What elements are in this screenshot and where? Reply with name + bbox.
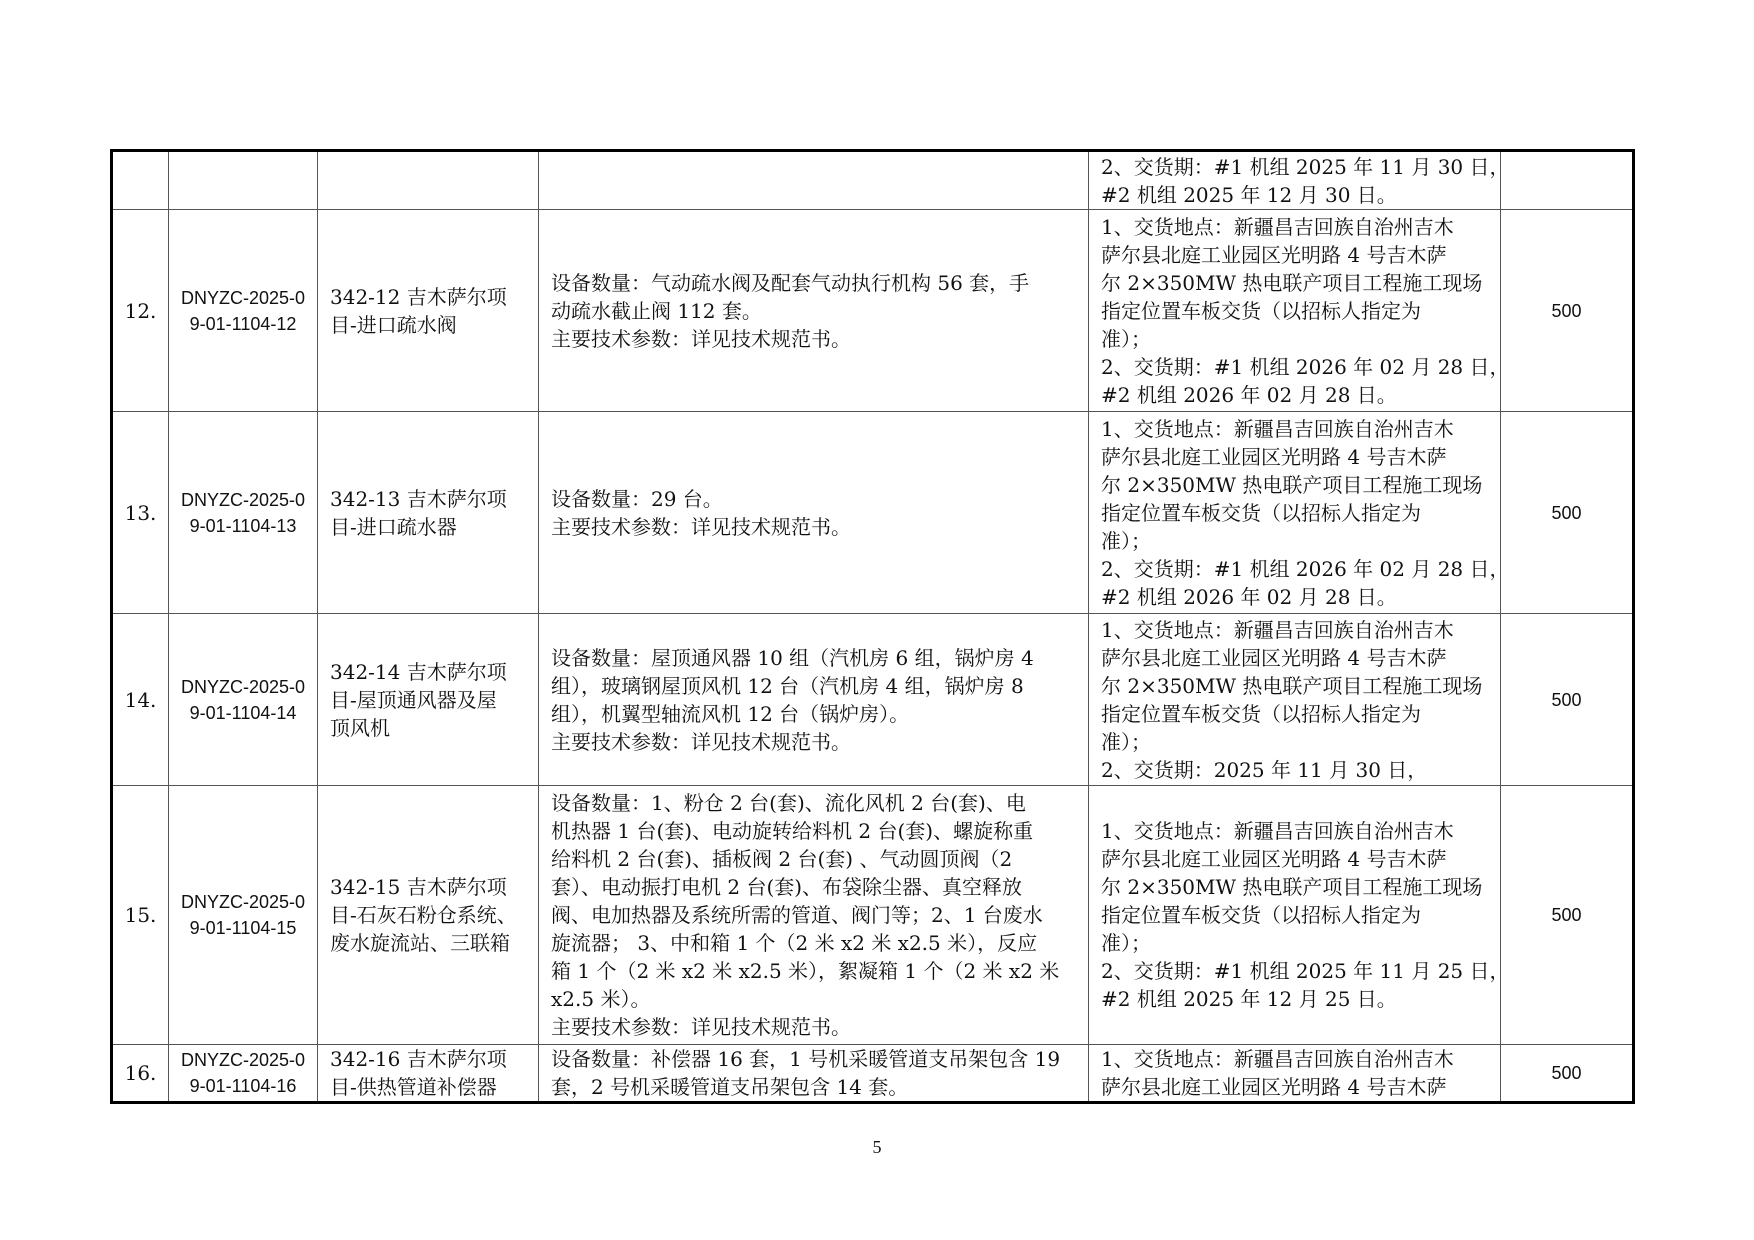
description-line: 主要技术参数：详见技术规范书。	[551, 326, 851, 351]
delivery-line: 2、交货期：#1 机组 2026 年 02 月 28 日，	[1101, 354, 1510, 379]
table-row	[112, 1045, 1634, 1103]
description-line: 动疏水截止阀 112 套。	[551, 298, 762, 323]
delivery-line: 1、交货地点：新疆昌吉回族自治州吉木	[1101, 819, 1454, 843]
delivery-line: 指定位置车板交货（以招标人指定为	[1101, 903, 1421, 927]
item-index	[112, 151, 169, 210]
item-budget: 500	[1501, 614, 1634, 786]
code-line: 9-01-1104-15	[189, 918, 297, 938]
item-budget: 500	[1501, 210, 1634, 412]
name-line: 目-进口疏水器	[330, 514, 457, 539]
delivery-line: 尔 2×350MW 热电联产项目工程施工现场	[1101, 673, 1483, 698]
code-line: 9-01-1104-16	[189, 1076, 297, 1096]
delivery-line: 指定位置车板交货（以招标人指定为	[1101, 701, 1421, 726]
item-description	[539, 1045, 1089, 1103]
description-line: 套，2 号机采暖管道支吊架包含 14 套。	[551, 1075, 909, 1099]
delivery-line: #2 机组 2026 年 02 月 28 日。	[1101, 584, 1397, 609]
description-line: 组），玻璃钢屋顶风机 12 台（汽机房 4 组，锅炉房 8	[551, 673, 1024, 698]
description-line: 设备数量：补偿器 16 套，1 号机采暖管道支吊架包含 19	[551, 1047, 1061, 1071]
item-name	[318, 786, 539, 1045]
name-line: 目-进口疏水阀	[330, 312, 457, 337]
item-code	[169, 210, 318, 412]
description-line: 主要技术参数：详见技术规范书。	[551, 1015, 851, 1039]
item-delivery	[1089, 412, 1510, 614]
delivery-line: 2、交货期：#1 机组 2025 年 11 月 25 日，	[1101, 959, 1510, 983]
item-name	[318, 412, 539, 614]
delivery-line: #2 机组 2025 年 12 月 30 日。	[1101, 182, 1397, 207]
delivery-line: 指定位置车板交货（以招标人指定为	[1101, 500, 1421, 525]
delivery-line: 萨尔县北庭工业园区光明路 4 号吉木萨	[1101, 847, 1447, 871]
description-line: 设备数量：气动疏水阀及配套气动执行机构 56 套，手	[551, 270, 1030, 295]
description-line: 阀、电加热器及系统所需的管道、阀门等；2、1 台废水	[551, 903, 1043, 927]
table-row	[112, 210, 1634, 412]
item-budget: 500	[1501, 412, 1634, 614]
item-index: 12.	[112, 210, 169, 412]
name-line: 342-14 吉木萨尔项	[330, 659, 507, 684]
item-name	[318, 210, 539, 412]
item-budget: 500	[1501, 786, 1634, 1045]
item-index: 14.	[112, 614, 169, 786]
item-name	[318, 151, 539, 210]
code-line: 9-01-1104-14	[189, 702, 297, 723]
item-description	[539, 786, 1089, 1045]
description-line: x2.5 米）。	[551, 987, 651, 1011]
name-line: 废水旋流站、三联箱	[330, 931, 510, 955]
delivery-line: 2、交货期：#1 机组 2026 年 02 月 28 日，	[1101, 556, 1510, 581]
item-budget: 500	[1501, 1045, 1634, 1103]
name-line: 顶风机	[330, 715, 390, 740]
description-line: 主要技术参数：详见技术规范书。	[551, 729, 851, 754]
delivery-line: 准）；	[1101, 931, 1151, 955]
description-line: 主要技术参数：详见技术规范书。	[551, 514, 851, 539]
description-line: 设备数量：1、粉仓 2 台(套)、流化风机 2 台(套)、电	[551, 791, 1026, 815]
delivery-line: #2 机组 2025 年 12 月 25 日。	[1101, 987, 1397, 1011]
name-line: 目-供热管道补偿器	[330, 1075, 497, 1099]
description-line: 组），机翼型轴流风机 12 台（锅炉房）。	[551, 701, 910, 726]
name-line: 342-13 吉木萨尔项	[330, 486, 507, 511]
item-delivery	[1089, 786, 1510, 1045]
item-index: 15.	[112, 786, 169, 1045]
name-line: 342-15 吉木萨尔项	[330, 875, 507, 899]
item-delivery	[1089, 614, 1501, 786]
item-index: 16.	[112, 1045, 169, 1103]
delivery-line: 萨尔县北庭工业园区光明路 4 号吉木萨	[1101, 645, 1447, 670]
item-code	[169, 1045, 318, 1103]
code-line: 9-01-1104-12	[189, 313, 297, 334]
item-code	[169, 786, 318, 1045]
code-line: DNYZC-2025-0	[180, 489, 306, 510]
item-description	[539, 210, 1089, 412]
item-delivery	[1089, 210, 1510, 412]
code-line: 9-01-1104-13	[189, 515, 297, 536]
delivery-line: 指定位置车板交货（以招标人指定为	[1101, 298, 1421, 323]
delivery-line: 1、交货地点：新疆昌吉回族自治州吉木	[1101, 617, 1454, 642]
delivery-line: 萨尔县北庭工业园区光明路 4 号吉木萨	[1101, 1075, 1447, 1099]
item-code	[169, 412, 318, 614]
item-delivery	[1089, 151, 1510, 210]
delivery-line: 1、交货地点：新疆昌吉回族自治州吉木	[1101, 1047, 1454, 1071]
name-line: 342-12 吉木萨尔项	[330, 284, 507, 309]
delivery-line: 萨尔县北庭工业园区光明路 4 号吉木萨	[1101, 444, 1447, 469]
description-line: 设备数量：屋顶通风器 10 组（汽机房 6 组，锅炉房 4	[551, 645, 1034, 670]
code-line: DNYZC-2025-0	[180, 676, 306, 697]
code-line: DNYZC-2025-0	[180, 1050, 306, 1070]
procurement-table	[110, 149, 1635, 1104]
delivery-line: 准）；	[1101, 729, 1151, 754]
item-name	[318, 614, 539, 786]
item-budget	[1501, 151, 1634, 210]
delivery-line: 准）；	[1101, 528, 1151, 553]
name-line: 342-16 吉木萨尔项	[330, 1047, 507, 1071]
description-line: 给料机 2 台(套)、插板阀 2 台(套) 、气动圆顶阀（2	[551, 847, 1013, 871]
name-line: 目-屋顶通风器及屋	[330, 687, 497, 712]
delivery-line: 1、交货地点：新疆昌吉回族自治州吉木	[1101, 214, 1454, 239]
description-line: 机热器 1 台(套)、电动旋转给料机 2 台(套)、螺旋称重	[551, 819, 1034, 843]
code-line: DNYZC-2025-0	[180, 287, 306, 308]
item-name	[318, 1045, 539, 1103]
delivery-line: 尔 2×350MW 热电联产项目工程施工现场	[1101, 472, 1483, 497]
delivery-line: 尔 2×350MW 热电联产项目工程施工现场	[1101, 270, 1483, 295]
table-row	[112, 412, 1634, 614]
description-line: 旋流器； 3、中和箱 1 个（2 米 x2 米 x2.5 米），反应	[551, 931, 1038, 955]
delivery-line: 准）；	[1101, 326, 1151, 351]
delivery-line: 2、交货期：#1 机组 2025 年 11 月 30 日，	[1101, 154, 1510, 179]
name-line: 目-石灰石粉仓系统、	[330, 903, 517, 927]
item-delivery	[1089, 1045, 1501, 1103]
item-description	[539, 614, 1089, 786]
table-row	[112, 614, 1634, 786]
item-index: 13.	[112, 412, 169, 614]
item-code	[169, 151, 318, 210]
delivery-line: 2、交货期：2025 年 11 月 30 日，	[1101, 757, 1428, 782]
description-line: 套）、电动振打电机 2 台(套)、布袋除尘器、真空释放	[551, 875, 1023, 899]
item-code	[169, 614, 318, 786]
table-row	[112, 786, 1634, 1045]
description-line: 箱 1 个（2 米 x2 米 x2.5 米），絮凝箱 1 个（2 米 x2 米	[551, 959, 1060, 983]
delivery-line: 萨尔县北庭工业园区光明路 4 号吉木萨	[1101, 242, 1447, 267]
item-description	[539, 151, 1089, 210]
table-row	[112, 151, 1634, 210]
delivery-line: #2 机组 2026 年 02 月 28 日。	[1101, 382, 1397, 407]
item-description	[539, 412, 1089, 614]
code-line: DNYZC-2025-0	[180, 892, 306, 912]
description-line: 设备数量：29 台。	[551, 486, 723, 511]
page-number: 5	[872, 1137, 882, 1157]
delivery-line: 尔 2×350MW 热电联产项目工程施工现场	[1101, 875, 1483, 899]
delivery-line: 1、交货地点：新疆昌吉回族自治州吉木	[1101, 416, 1454, 441]
